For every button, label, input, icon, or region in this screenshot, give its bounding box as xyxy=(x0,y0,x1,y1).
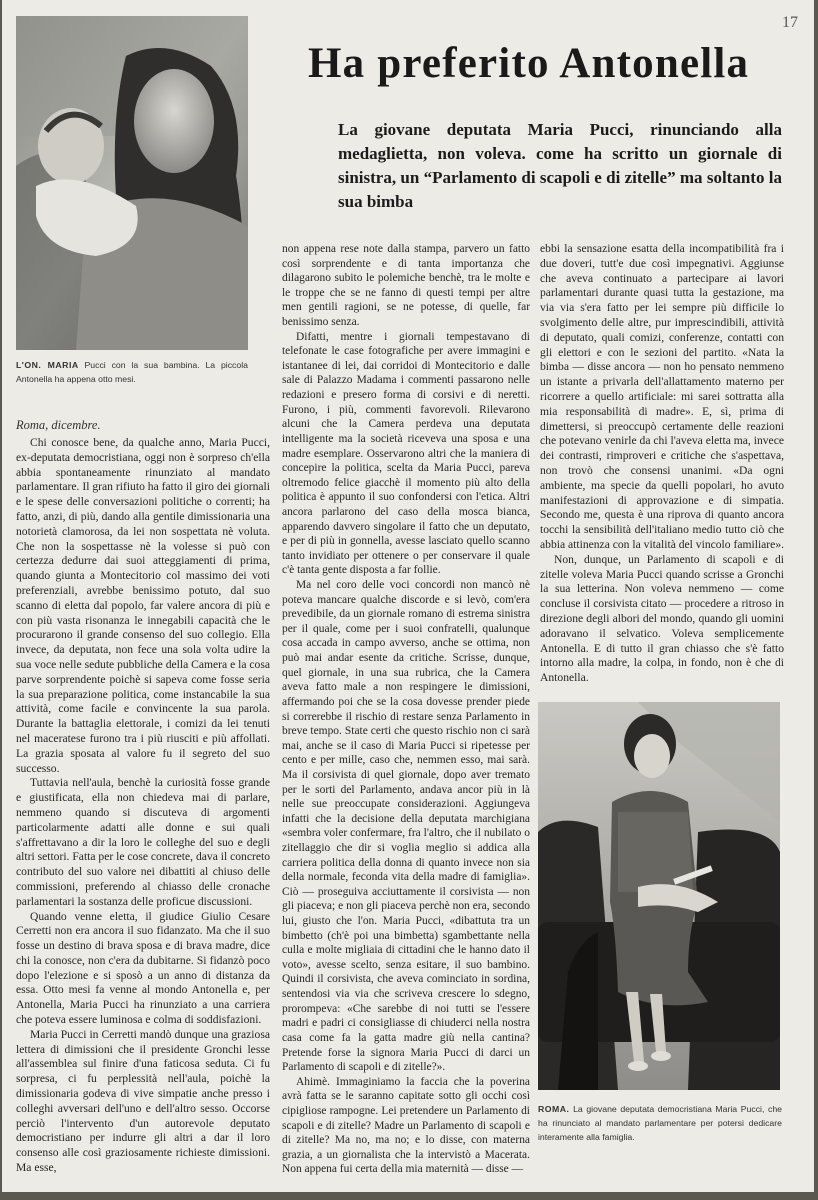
photo-mother-with-baby-image xyxy=(16,16,248,350)
paragraph: Maria Pucci in Cerretti mandò dunque una graziosa lettera di dimissioni che il presidente Gronchi lesse all'assemblea sul finire d'una faticosa seduta. Ci fu sorpresa, ci fu perplessità nell'aula, poichè la dimissionaria godeva di vive simpatie anche presso i colleghi avversari dell'uno e dell'altro sesso. Occorse perciò l'intervento d'un autorevole deputato democristiano per indurre gli altri a dar il loro consenso alle così graziosamente richieste dimissioni. Ma esse, xyxy=(16,1027,270,1175)
paragraph: Quando venne eletta, il giudice Giulio Cesare Cerretti non era ancora il suo fidanzato. Ma che il suo fosse un destino di brava sposa e di brava madre, dice chi la conosce, non c'era da dubitarne. Si fidanzò poco dopo l'elezione e si sposò a un anno di distanza da essa. Otto mesi fa venne al mondo Antonella e, per Antonella, Maria Pucci ha rinunziato a una carriera che poteva essere luminosa e colma di soddisfazioni. xyxy=(16,909,270,1027)
photo-mother-with-baby xyxy=(16,16,248,350)
page-number: 17 xyxy=(782,14,798,31)
paragraph: Non, dunque, un Parlamento di scapoli e di zitelle voleva Maria Pucci quando scrisse a Gronchi la sua letterina. Non voleva nemmeno — come concluse il corsivista citato — procedere a ritroso in direzione degli albori del mondo, quando gli uomini adoravano il selvatico. Voleva semplicemente Antonella. E di tutto il gran chiasso che s'è fatto intorno alla madre, la colpa, in fondo, non è che di Antonella. xyxy=(540,552,784,685)
magazine-page xyxy=(2,0,814,1192)
paragraph: ebbi la sensazione esatta della incompatibilità fra i due doveri, tutt'e due così impegnativi. Aggiunse che aveva continuato a partecipare ai lavori parlamentari durante quasi tutta la gestazione, ma via via s'era fatto per lei sempre più difficile lo svolgimento delle altre, pur imprescindibili, attività di deputato, quali comizi, conferenze, contatti con gli elettori e con le sezioni del partito. «Nata la bimba — disse ancora — non ho pensato nemmeno un istante a privarla dell'allattamento materno per ricorrere a quello artificiale: mi sarei sottratta alla mia responsabilità di madre». E, sì, prima di dimettersi, si preoccupò certamente delle reazioni che potevano venirle da chi l'aveva eletta ma, invece dei contrasti, rimproveri e critiche che s'aspettava, non trovò che consensi unanimi. «Da ogni ambiente, ma specie da quelli popolari, ho avuto manifestazioni di approvazione e di simpatia. Secondo me, questa è una riprova di quanto ancora tocchi la sensibilità dell'italiano medio tutto ciò che abbia attinenza con la vitalità del vincolo familiare». xyxy=(540,242,785,551)
paragraph: Tuttavia nell'aula, benchè la curiosità fosse grande e giustificata, ella non chiedeva mai di parlare, nemmeno quando si discuteva di argomenti particolarmente adatti alle donne e sui quali s'affrettavano a dir la loro le colleghe del suo e degli altri settori. Fatta per le cose concrete, dava il concreto contributo del suo valore nei dibattiti al chiuso delle commissioni, preferendo al chiasso delle cronache parlamentari la sostanza delle proficue discussioni. xyxy=(16,776,270,908)
paragraph: Difatti, mentre i giornali tempestavano di telefonate le case fotografiche per avere immagini e istantanee di lei, dai corridoi di Montecitorio e dalle sale di Palazzo Madama i commenti passarono nelle redazioni e presero forma di corsivi e di neretti. Furono, i più, commenti favorevoli. Rilevarono alcuni che la Camera perdeva una deputata intelligente ma la società riceveva una sposa e una madre esemplare. Osservarono altri che la maniera di concepire la politica, scelta da Maria Pucci, pareva oltremodo felice giacchè il momento più alto della politica è appunto il suo confondersi con l'etica. Altri ancora parlarono del caso della mosca bianca, apparendo davvero singolare il fatto che un deputato, e per di più in gonnella, avesse lasciato quello scanno tanto invidiato per ottenere o per conservare il quale c'è tanta gente disposta a far follie. xyxy=(282,330,530,577)
caption-text: Pucci con la sua bambina. La piccola Antonella ha appena otto mesi. xyxy=(16,360,248,384)
photo-seated-woman-image xyxy=(538,702,780,1090)
caption-lead: L'ON. MARIA xyxy=(16,360,79,370)
paragraph: non appena rese note dalla stampa, parvero un fatto così sorprendente e di tanta importanza che dilagarono subito le polemiche benchè, tra le molte e le troppe che se ne fanno di questi tempi per altre men gentili ragioni, se ne potesse, di quelle, far benissimo senza. xyxy=(282,243,530,329)
article-column-1 xyxy=(16,436,270,1176)
caption-lead: ROMA. xyxy=(538,1104,570,1114)
paragraph: Chi conosce bene, da qualche anno, Maria Pucci, ex-deputata democristiana, oggi non è sorpreso ch'ella abbia spontaneamente rinunziato al mandato parlamentare. Il gran rifiuto ha fatto il giro dei giornali e le spese delle conversazioni politiche o correnti; ha fatto, anzi, di più, dando alla gentile dimissionaria una notorietà clamorosa, da lei non sospettata nè voluta. Che non la sospettasse nè la volesse si può con certezza dedurre dai suoi atteggiamenti di prima, quando giunta a Montecitorio col massimo dei voti preferenziali, avrebbe benissimo potuto, dal suo scanno di eletta dal popolo, far valere ancora di più e con più vasta risonanza le innegabili capacità che le procurarono il grande consenso del suo collegio. Ella invece, da deputata, non fece una sola volta udire la sua voce nelle sedute pubbliche della Camera e la cosa parve sorprendente poichè si sapeva come fosse seria la sua preparazione politica, come instancabile la sua attività, come facile e convincente la sua parola. Durante la battaglia elettorale, i comizi da lei tenuti nel maceratese furono tra i più riusciti e più affollati. La grazia sposata al valore fu il segreto del suo successo. xyxy=(16,436,270,775)
caption-text: La giovane deputata democristiana Maria Pucci, che ha rinunciato al mandato parlamentare per potersi dedicare interamente alla famiglia. xyxy=(538,1104,782,1142)
photo-caption-2 xyxy=(538,1102,782,1144)
photo-caption-1 xyxy=(16,358,248,386)
paragraph: Ma nel coro delle voci concordi non mancò nè poteva mancare qualche discorde e si levò, com'era prevedibile, da un giornale romano di estrema sinistra per il quale, come per i suoi confratelli, qualunque cosa accada in campo avverso, anche se ottima, non può mai andar esente da critiche. Scrisse, dunque, quel giornale, in una sua rubrica, che la Camera aveva fatto male a non respingere le dimissioni, affermando poi che se la cosa dovesse prender piede si correrebbe il rischio di restare senza Parlamento in breve tempo. State certi che questo rischio non ci sarà mai, anche se il caso di Maria Pucci si ripetesse per cento e per mille, caso che, nemmen esso, mai sarà. Ma il corsivista di quel giornale, dopo aver tremato per le sorti del Parlamento, andava ancor più in là nelle sue preoccupate considerazioni. Aggiungeva infatti che la decisione della deputata marchigiana «sembra voler confermare, fra l'altro, che il nubilato o zitellaggio che dir si voglia meglio si addica alla carriera politica della donna di quanto invece non sia della normale, feconda vita della madre di famiglia». Ciò — proseguiva acciuttamente il corsivista — non gli piaceva; e non gli piaceva perchè non era, secondo lui, giusto che l'on. Maria Pucci, «dibattuta tra un bimbetto (ch'è poi una bimbetta) sgambettante nella culla e molte migliaia di cittadini che le hanno dato il voto», avesse scelto, senza esitare, il suo bambino. Quindi il corsivista, che aveva cominciato in sordina, sentendosi via via che scriveva crescere lo sdegno, prorompeva: «Che sarebbe di noi tutti se l'essere madri e padri ci consigliasse di chiuderci nella nostra casa come fa la gatta madre giù nella cantina? Pretende forse la signora Maria Pucci di darci un Parlamento di scapoli e di zitelle?». xyxy=(282,579,530,1074)
dateline: Roma, dicembre. xyxy=(16,418,101,432)
article-column-2 xyxy=(282,242,530,1177)
article-title: Ha preferito Antonella xyxy=(308,40,750,87)
paragraph: Ahimè. Immaginiamo la faccia che la poverina avrà fatta se le saranno capitate sotto gli occhi così cipigliose rampogne. Lei pretendere un Parlamento di scapoli e di zitelle? Madre un Parlamento di scapoli e di zitelle? Ma no, ma no; e lo disse, con materna grazia, a un giornalista che la intervistò a Macerata. Non appena fui certa della mia maternità — disse — xyxy=(282,1075,530,1176)
photo-seated-woman xyxy=(538,702,780,1090)
article-column-3 xyxy=(540,242,784,686)
article-subtitle: La giovane deputata Maria Pucci, rinunciando alla medaglietta, non voleva. come ha scritto un giornale di sinistra, un “Parlamento di scapoli e di zitelle” ma soltanto la sua bimba xyxy=(338,120,782,211)
